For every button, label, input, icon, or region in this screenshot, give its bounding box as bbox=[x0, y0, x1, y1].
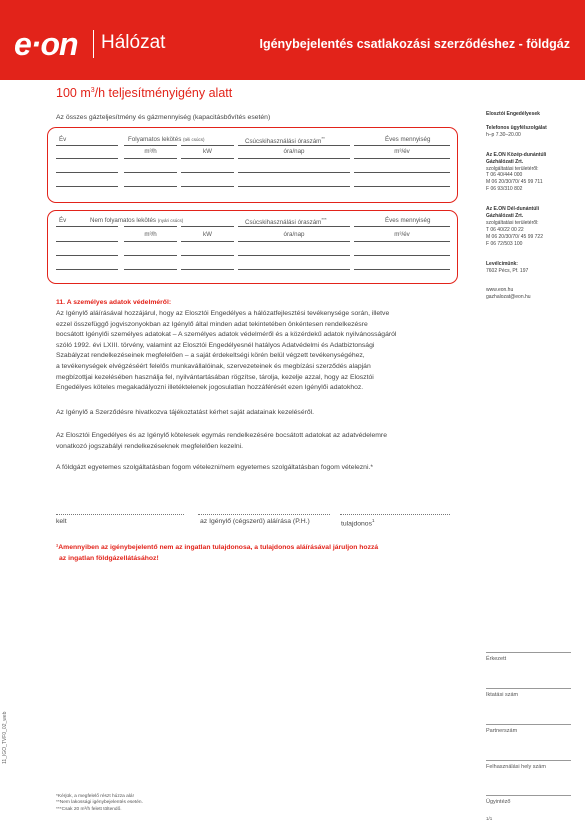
logo-divider bbox=[93, 30, 94, 58]
text-line: Az Igénylő aláírásával hozzájárul, hogy az Elosztói Engedélyes a hálózatfejlesztési tevékenysége során, illetve bbox=[56, 310, 390, 317]
partner-label: Partnerszám bbox=[486, 728, 518, 734]
header-rule bbox=[238, 226, 350, 227]
region2-name: Az E.ON Dél-dunántúli bbox=[486, 206, 540, 213]
owner-label-mark: 1 bbox=[372, 518, 375, 523]
col-header-csucs bbox=[245, 217, 327, 226]
unit-ora-nap: óra/nap bbox=[283, 148, 305, 155]
region1-area: szolgáltatási területéről: bbox=[486, 165, 539, 172]
felhasznalasi-field[interactable] bbox=[486, 760, 571, 761]
input-row-line[interactable] bbox=[354, 158, 450, 159]
input-row-line[interactable] bbox=[181, 172, 234, 173]
input-row-line[interactable] bbox=[181, 255, 234, 256]
form-title: Igénybejelentés csatlakozási szerződéshez - földgáz bbox=[259, 37, 570, 51]
header-rule bbox=[181, 226, 234, 227]
ugyintezo-label: Ügyintéző bbox=[486, 799, 511, 805]
col-header-lekotes-note: (nyári csúcs) bbox=[157, 218, 184, 223]
section-title bbox=[56, 86, 232, 100]
iktatasi-label: Iktatási szám bbox=[486, 692, 519, 698]
page-header bbox=[0, 0, 585, 80]
header-rule bbox=[56, 145, 118, 146]
header-rule bbox=[124, 226, 177, 227]
input-row-line[interactable] bbox=[181, 269, 234, 270]
input-row-line[interactable] bbox=[238, 241, 350, 242]
capacity-table-noncontinuous bbox=[47, 210, 458, 284]
date-label: kelt bbox=[56, 518, 67, 525]
input-row-line[interactable] bbox=[238, 186, 350, 187]
col-header-ev: Év bbox=[59, 217, 67, 224]
personal-data-paragraph-3 bbox=[56, 431, 451, 452]
owner-label-text: tulajdonos bbox=[341, 520, 372, 528]
region1-mobile: M 06 20/30/70/ 45 99 711 bbox=[486, 179, 543, 186]
owner-consent-warning bbox=[56, 543, 378, 564]
website-link[interactable]: www.eon.hu bbox=[486, 287, 514, 294]
section-title-suffix: /h teljesítményigény alatt bbox=[94, 86, 233, 100]
text-line: a tevékenységek elvégzéséért felelős munkavállalóinak, szervezeteinek és megbízási szerződés alapján bbox=[56, 362, 371, 370]
input-row-line[interactable] bbox=[354, 255, 450, 256]
header-rule bbox=[56, 226, 118, 227]
header-rule bbox=[124, 145, 177, 146]
unit-ora-nap: óra/nap bbox=[283, 231, 305, 238]
warning-line: az ingatlan földgázellátásához! bbox=[59, 554, 159, 562]
region1-phone: T 06 40/444 000 bbox=[486, 172, 523, 179]
input-row-line[interactable] bbox=[238, 255, 350, 256]
personal-data-paragraph-1 bbox=[56, 309, 451, 394]
section-title-sup: 3 bbox=[90, 86, 95, 94]
unit-m3-ev: m³/év bbox=[394, 148, 410, 155]
text-line: Szabályzat rendelkezéseinek megfelelően – a saját érdekeltségi körén belül végzett tevékenységéhez, bbox=[56, 352, 365, 360]
unit-kw: kW bbox=[203, 231, 212, 238]
intro-text: Az összes gázteljesítmény és gázmennyiség (kapacitásbővítés esetén) bbox=[56, 114, 271, 121]
owner-signature-line[interactable] bbox=[340, 514, 450, 515]
input-row-line[interactable] bbox=[124, 241, 177, 242]
owner-label bbox=[341, 518, 375, 527]
input-row-line[interactable] bbox=[354, 186, 450, 187]
header-rule bbox=[354, 226, 450, 227]
col-header-csucs-text: Csúcskihasználási óraszám bbox=[245, 219, 322, 227]
brand-subtitle: Hálózat bbox=[101, 32, 166, 53]
input-row-line[interactable] bbox=[181, 158, 234, 159]
personal-data-paragraph-2: Az Igénylő a Szerződésre hivatkozva tájékoztatást kérhet saját adatainak kezeléséről. bbox=[56, 409, 315, 416]
footnote: *Kérjük, a megfelelő részt húzza alá! bbox=[56, 794, 134, 799]
text-line: ezzel összefüggő jogviszonyokban az Igénylő által minden adat tekintetében önkéntesen rendelkezésre bbox=[56, 320, 368, 328]
text-line: vonatkozó jogszabályi rendelkezéseknek megfelelően kezelni. bbox=[56, 442, 244, 450]
col-header-lekotes bbox=[90, 217, 183, 224]
input-row-line[interactable] bbox=[124, 269, 177, 270]
input-row-line[interactable] bbox=[354, 172, 450, 173]
eon-logo: e·on bbox=[14, 26, 78, 62]
partner-field[interactable] bbox=[486, 724, 571, 725]
col-header-csucs-text: Csúcskihasználási óraszám bbox=[245, 138, 322, 146]
input-row-line[interactable] bbox=[56, 255, 118, 256]
sidebar-contacts bbox=[486, 111, 547, 301]
input-row-line[interactable] bbox=[56, 269, 118, 270]
region2-fax: F 06 72/503 100 bbox=[486, 240, 523, 247]
col-header-eves: Éves mennyiség bbox=[385, 217, 431, 224]
input-row-line[interactable] bbox=[238, 158, 350, 159]
document-code: 11_IGO_TVF0_02_web bbox=[2, 711, 8, 764]
header-rule bbox=[181, 145, 234, 146]
capacity-table-continuous bbox=[47, 127, 458, 203]
input-row-line[interactable] bbox=[124, 255, 177, 256]
signature-label: az Igénylő (cégszerű) aláírása (P.H.) bbox=[200, 518, 310, 525]
input-row-line[interactable] bbox=[56, 241, 118, 242]
warning-line: ¹Amennyiben az igénybejelentő nem az ingatlan tulajdonosa, a tulajdonos aláírásával járuljon hozzá bbox=[56, 544, 379, 551]
region1-name: Az E.ON Közép-dunántúli bbox=[486, 151, 547, 158]
col-header-csucs-mark: *** bbox=[321, 217, 327, 222]
mail-label: Levélcímünk: bbox=[486, 260, 518, 267]
erkezett-label: Érkezett bbox=[486, 656, 507, 662]
col-header-lekotes bbox=[128, 136, 205, 143]
service-choice-text[interactable]: A földgázt egyetemes szolgáltatásban fogom vételezni/nem egyetemes szolgáltatásban fogom vételezni.* bbox=[56, 464, 373, 471]
input-row-line[interactable] bbox=[124, 186, 177, 187]
footnotes bbox=[56, 794, 143, 813]
text-line: szóló 1992. évi LXIII. törvény, valamint az Elosztói Engedélyesnél hatályos Adatvédelmi és Adatbiztonsági bbox=[56, 341, 375, 349]
unit-m3h: m³/h bbox=[144, 148, 157, 155]
email-link[interactable]: gazhalozat@eon.hu bbox=[486, 294, 531, 301]
personal-data-heading: 11. A személyes adatok védelméről: bbox=[56, 299, 172, 306]
iktatasi-field[interactable] bbox=[486, 688, 571, 689]
unit-m3h: m³/h bbox=[144, 231, 157, 238]
input-row-line[interactable] bbox=[56, 158, 118, 159]
unit-kw: kW bbox=[203, 148, 212, 155]
erkezett-field[interactable] bbox=[486, 652, 571, 653]
text-line: Az Elosztói Engedélyes és az Igénylő kötelesek egymás rendelkezésére bocsátott adatokat az adatvédelemre bbox=[56, 432, 387, 439]
col-header-csucs bbox=[245, 136, 325, 145]
hotline-label: Telefonos ügyfélszolgálat bbox=[486, 124, 547, 131]
input-row-line[interactable] bbox=[238, 172, 350, 173]
region2-mobile: M 06 20/30/70/ 45 99 722 bbox=[486, 233, 543, 240]
region1-name-2: Gázhálózati Zrt. bbox=[486, 158, 524, 165]
date-line[interactable] bbox=[56, 514, 184, 515]
col-header-lekotes-note: (téli csúcs) bbox=[183, 137, 205, 142]
region1-fax: F 06 93/310 802 bbox=[486, 186, 523, 193]
input-row-line[interactable] bbox=[124, 172, 177, 173]
input-row-line[interactable] bbox=[238, 269, 350, 270]
input-row-line[interactable] bbox=[56, 172, 118, 173]
col-header-eves: Éves mennyiség bbox=[385, 136, 431, 143]
section-title-prefix: 100 m bbox=[56, 86, 91, 100]
col-header-lekotes-text: Folyamatos lekötés bbox=[128, 136, 182, 143]
sidebar-org: Elosztói Engedélyesek bbox=[486, 111, 540, 117]
footnote: ***Csak 20 m³/h felett töltendő. bbox=[56, 806, 122, 812]
header-rule bbox=[354, 145, 450, 146]
region2-area: szolgáltatási területéről: bbox=[486, 219, 539, 226]
felhasznalasi-label: Felhasználási hely szám bbox=[486, 764, 546, 770]
input-row-line[interactable] bbox=[56, 186, 118, 187]
region2-name-2: Gázhálózati Zrt. bbox=[486, 213, 524, 220]
signature-line[interactable] bbox=[198, 514, 330, 515]
col-header-csucs-mark: ** bbox=[321, 136, 325, 141]
text-line: Engedélyes köteles megakadályozni illetéktelenek jogosulatlan hozzáférését ezen Igénylői adatokhoz. bbox=[56, 384, 364, 392]
col-header-ev: Év bbox=[59, 136, 67, 143]
unit-m3-ev: m³/év bbox=[394, 231, 410, 238]
footnote: **Nem lakossági igénybejelentés esetén. bbox=[56, 800, 143, 806]
input-row-line[interactable] bbox=[124, 158, 177, 159]
page-number: 1/1 bbox=[486, 816, 493, 821]
header-rule bbox=[238, 145, 350, 146]
hotline-hours: h–p 7.30–20.00 bbox=[486, 131, 521, 138]
region2-phone: T 06 40/22 00 22 bbox=[486, 226, 524, 233]
input-row-line[interactable] bbox=[354, 241, 450, 242]
text-line: megbízottjai kezelésében használja fel, nyilvántartásában rögzítse, tárolja, kezelje azzal, hogy az Elosztói bbox=[56, 373, 374, 381]
input-row-line[interactable] bbox=[354, 269, 450, 270]
col-header-lekotes-text: Nem folyamatos lekötés bbox=[90, 217, 157, 224]
text-line: bocsátott Igénylői személyes adatokat – A személyes adatok védelméről és a közérdekű adatok nyilvánosságáról bbox=[56, 331, 397, 339]
ugyintezo-field[interactable] bbox=[486, 795, 571, 796]
mail-address: 7602 Pécs, Pf. 197 bbox=[486, 267, 529, 274]
input-row-line[interactable] bbox=[181, 241, 234, 242]
input-row-line[interactable] bbox=[181, 186, 234, 187]
